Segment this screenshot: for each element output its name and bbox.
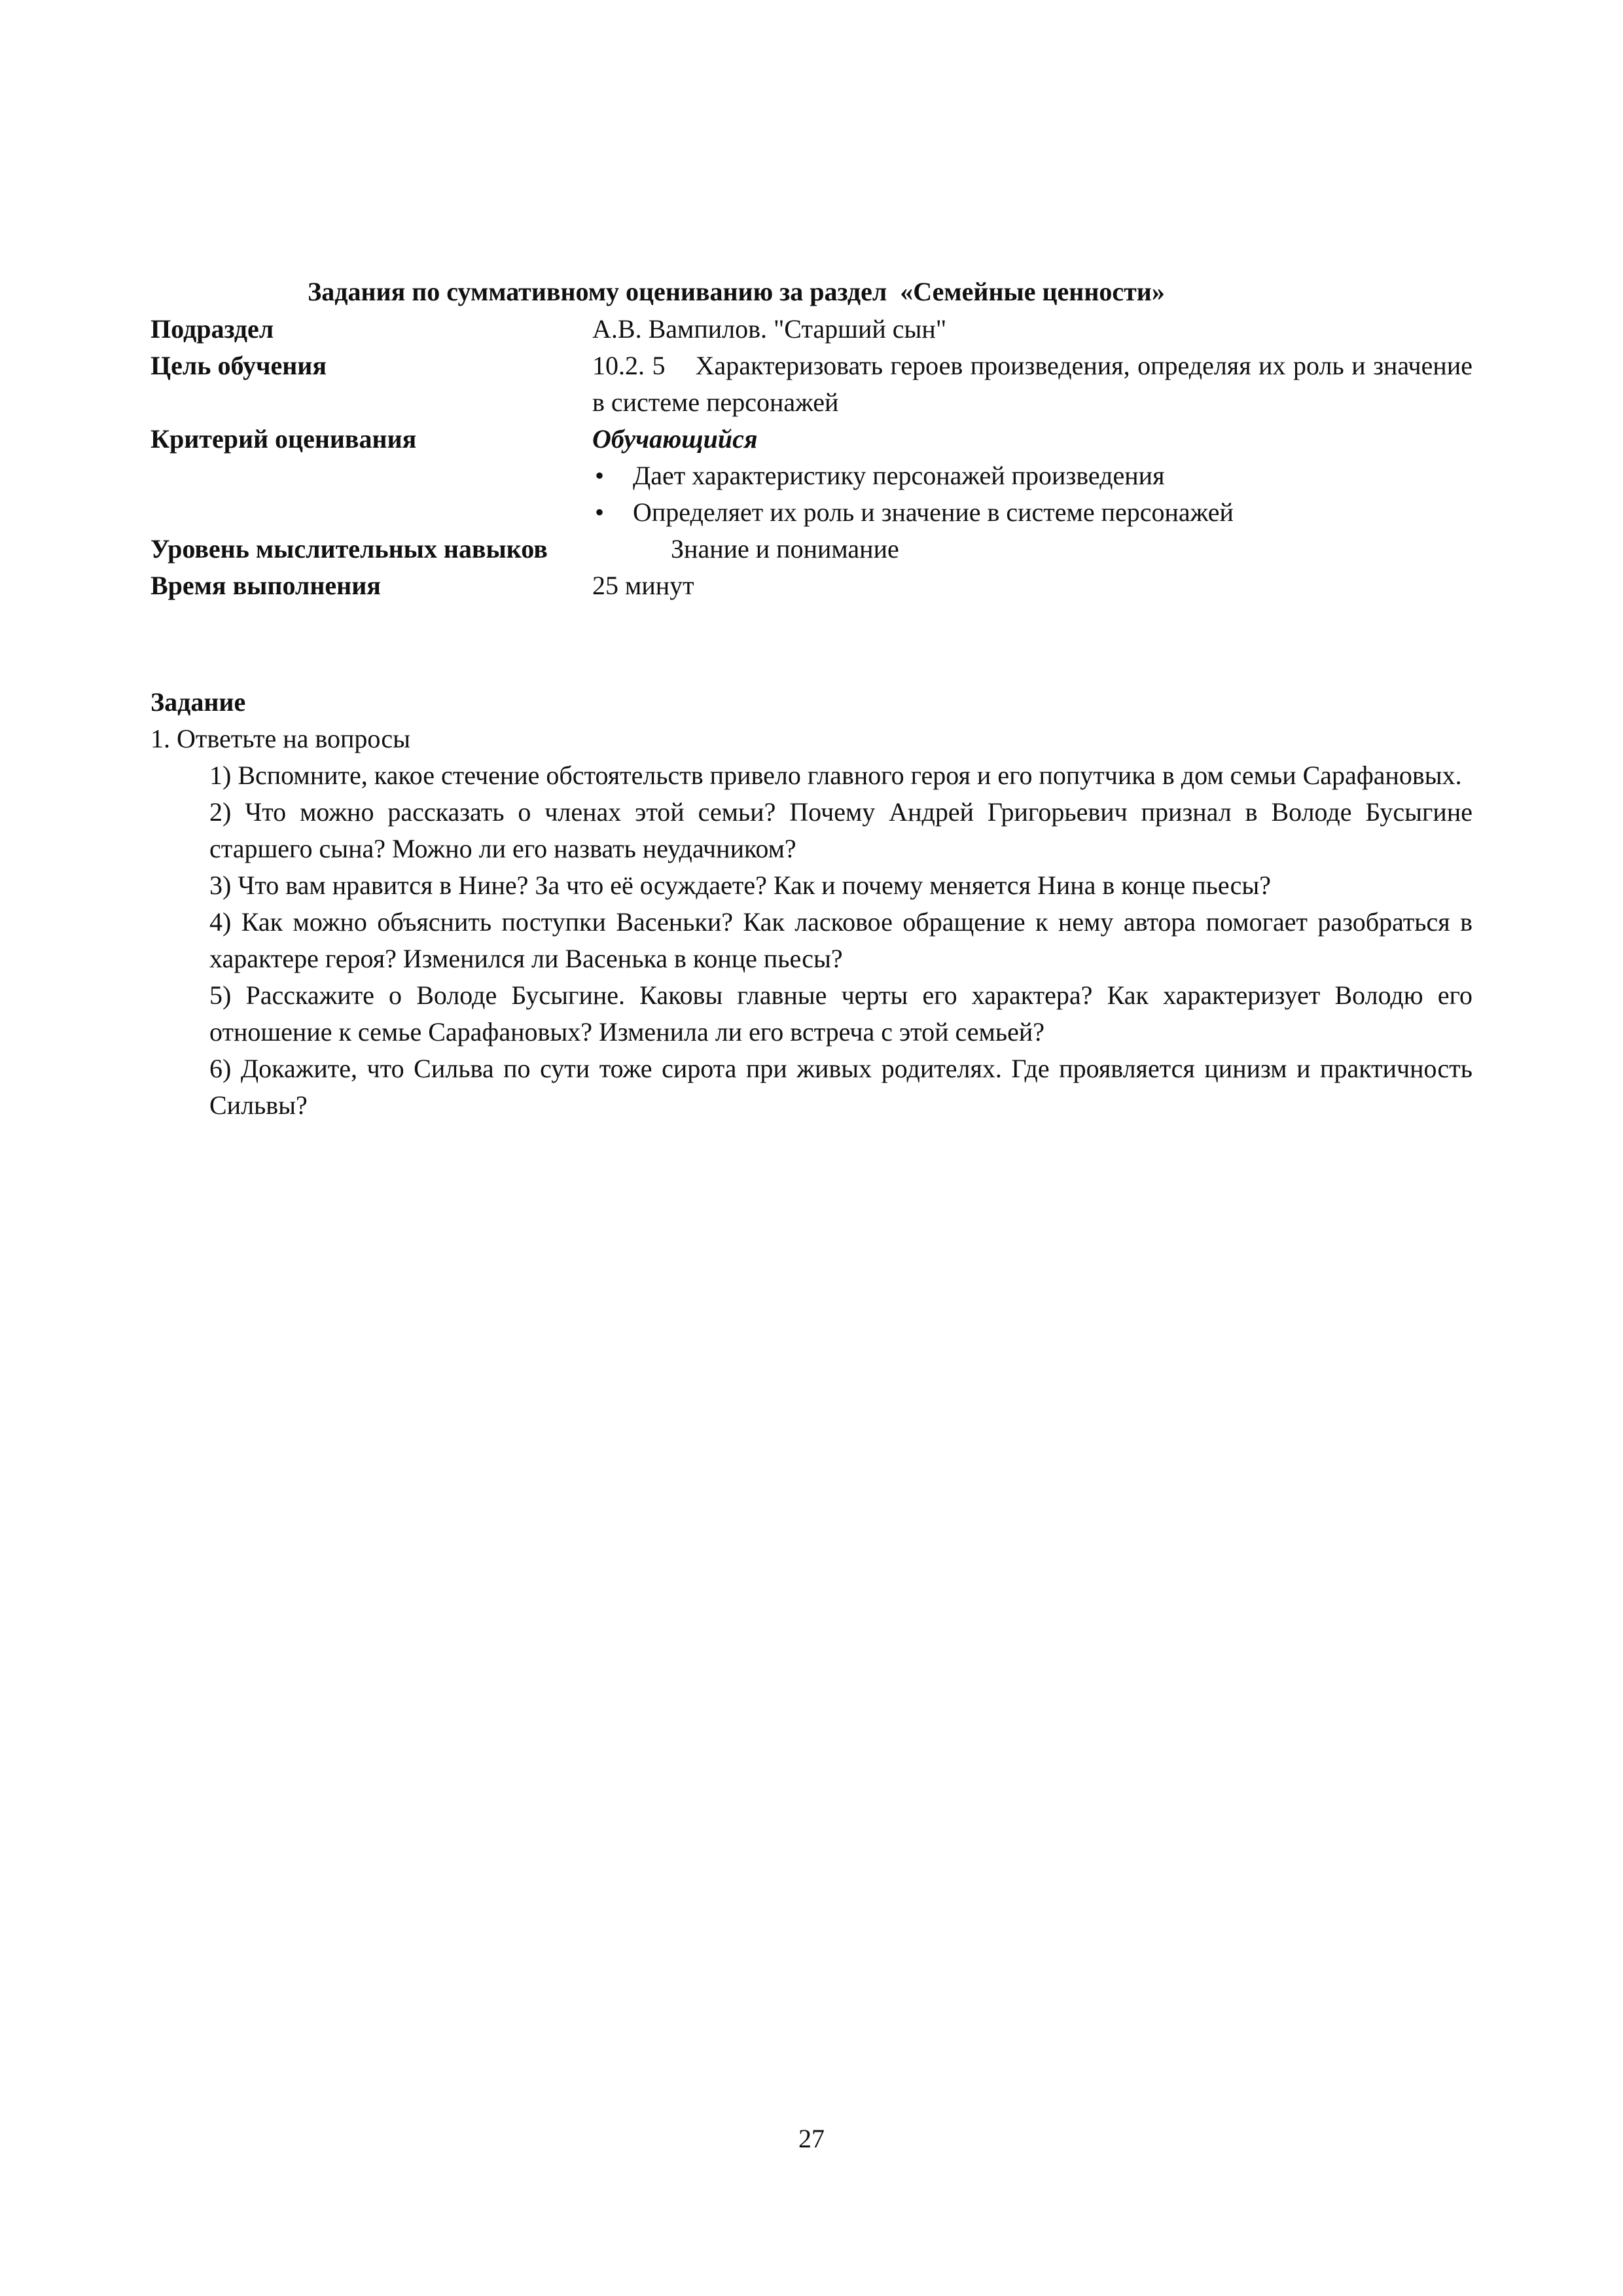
duration-label: Время выполнения: [151, 571, 381, 600]
question-item: 2) Что можно рассказать о членах этой семьи? Почему Андрей Григорьевич признал в Володе Бусыгине старшего сына? Можно ли его назвать неудачником?: [209, 797, 1472, 863]
criteria-item: [592, 494, 1472, 531]
thinking-level-row: [151, 531, 1472, 567]
objective-row: [151, 348, 1479, 421]
bullet-icon: •: [595, 461, 605, 490]
task-instruction: 1. Ответьте на вопросы: [151, 724, 411, 753]
objective-value: 10.2. 5 Характеризовать героев произведения, определяя их роль и значение в системе персонажей: [592, 351, 1479, 417]
criteria-item-text: Дает характеристику персонажей произведения: [633, 461, 1165, 490]
thinking-level-value: Знание и понимание: [671, 534, 899, 564]
task-section: [151, 684, 1472, 1124]
subsection-label: Подраздел: [151, 314, 274, 344]
question-item: 6) Докажите, что Сильва по сути тоже сирота при живых родителях. Где проявляется цинизм и практичность Сильвы?: [209, 1054, 1472, 1120]
question-item: 5) Расскажите о Володе Бусыгине. Каковы главные черты его характера? Как характеризует Володю его отношение к семье Сарафановых? Изменила ли его встреча с этой семьей?: [209, 980, 1472, 1047]
duration-value: 25 минут: [592, 571, 694, 600]
subsection-row: [151, 311, 1472, 348]
criteria-list: [592, 457, 1472, 531]
question-list: [151, 757, 1472, 1124]
question-item: 3) Что вам нравится в Нине? За что её осуждаете? Как и почему меняется Нина в конце пьесы?: [209, 870, 1272, 900]
duration-row: [151, 567, 1472, 604]
question-item: 4) Как можно объяснить поступки Васеньки? Как ласковое обращение к нему автора помогает разобраться в характере героя? Изменился ли Васенька в конце пьесы?: [209, 907, 1472, 973]
task-heading: Задание: [151, 687, 246, 717]
criteria-content: [592, 421, 1472, 531]
criteria-item: [592, 457, 1472, 494]
document-title: Задания по суммативному оцениванию за раздел «Семейные ценности»: [308, 277, 1165, 306]
criteria-heading: Обучающийся: [592, 424, 758, 454]
question-item: 1) Вспомните, какое стечение обстоятельств привело главного героя и его попутчика в дом семьи Сарафановых.: [209, 761, 1462, 790]
assessment-info: [151, 311, 1479, 604]
criteria-label: Критерий оценивания: [151, 424, 417, 454]
thinking-level-label: Уровень мыслительных навыков: [151, 534, 548, 564]
bullet-icon: •: [595, 497, 605, 527]
subsection-value: А.В. Вампилов. "Старший сын": [592, 314, 947, 344]
objective-label: Цель обучения: [151, 351, 327, 380]
criteria-item-text: Определяет их роль и значение в системе персонажей: [633, 497, 1234, 527]
page-number: 27: [798, 2124, 825, 2153]
criteria-row: [151, 421, 1472, 531]
